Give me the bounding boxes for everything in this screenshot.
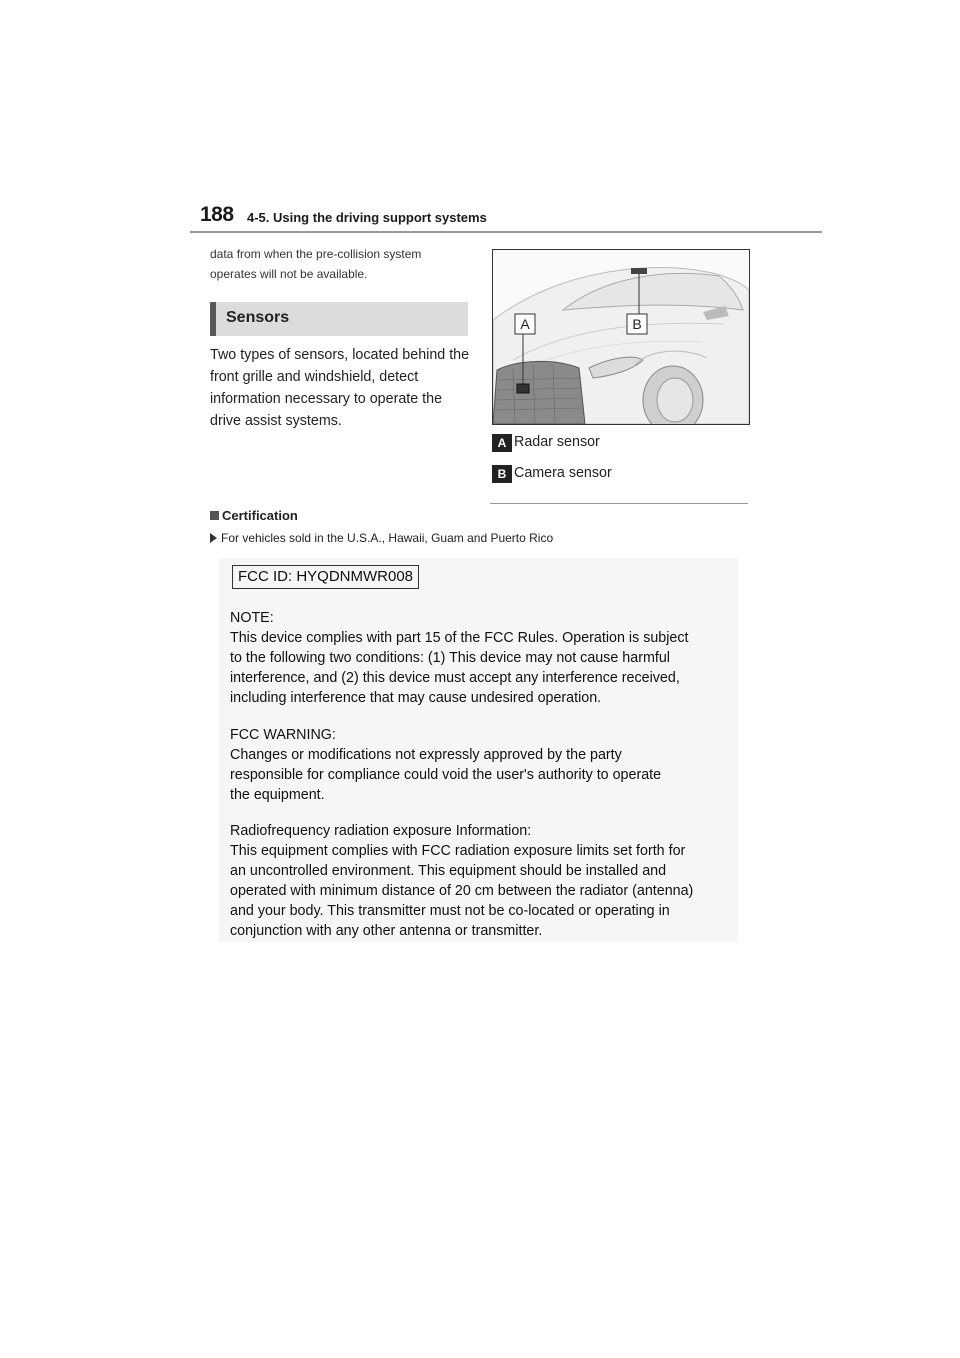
sensors-description: Two types of sensors, located behind the front grille and windshield, detect information necessary to operate the drive assist systems. [210,347,470,429]
certification-divider [490,503,748,504]
fcc-label-line: the equipment. [230,787,325,803]
certification-region-text: For vehicles sold in the U.S.A., Hawaii, Guam and Puerto Rico [221,531,554,545]
legend-label-camera-sensor: Camera sensor [514,465,612,481]
fcc-label-line: Changes or modifications not expressly approved by the party [230,747,622,763]
fcc-label-image [219,558,738,942]
car-sensor-illustration [492,249,750,425]
certification-heading [210,508,298,523]
fcc-label-line: an uncontrolled environment. This equipment should be installed and [230,863,667,879]
fcc-label-line: including interference that may cause undesired operation. [230,690,602,706]
fcc-label-line: FCC WARNING: [230,727,336,743]
fcc-label-line: NOTE: [230,610,274,626]
legend-label-radar-sensor: Radar sensor [514,434,600,450]
fcc-label-line: Radiofrequency radiation exposure Information: [230,823,532,839]
fcc-label-line: conjunction with any other antenna or transmitter. [230,923,543,939]
legend-key-b: B [492,465,512,483]
fcc-label-line: This equipment complies with FCC radiation exposure limits set forth for [230,843,686,859]
page-number: 188 [200,203,234,226]
fcc-label-line: to the following two conditions: (1) This device may not cause harmful [230,650,670,666]
fcc-label-line: responsible for compliance could void the user's authority to operate [230,767,662,783]
car-illustration-svg [493,250,749,424]
fcc-label-line: This device complies with part 15 of the FCC Rules. Operation is subject [230,630,689,646]
intro-continued-text: data from when the pre-collision system operates will not be available. [210,247,422,281]
certification-heading-text: Certification [222,508,298,523]
fcc-label-line: operated with minimum distance of 20 cm between the radiator (antenna) [230,883,694,899]
sensors-heading [210,302,468,336]
triangle-bullet-icon [210,533,217,543]
legend-key-a: A [492,434,512,452]
sensors-heading-text: Sensors [226,309,290,326]
header-divider [190,231,822,233]
certification-region [210,531,553,545]
fcc-label-line: interference, and (2) this device must accept any interference received, [230,670,680,686]
figure-marker-b: B [632,316,642,332]
fcc-label-line: and your body. This transmitter must not be co-located or operating in [230,903,670,919]
square-bullet-icon [210,511,219,520]
figure-marker-a: A [520,316,530,332]
fcc-id-box: FCC ID: HYQDNMWR008 [232,565,419,589]
section-title: 4-5. Using the driving support systems [247,210,487,225]
